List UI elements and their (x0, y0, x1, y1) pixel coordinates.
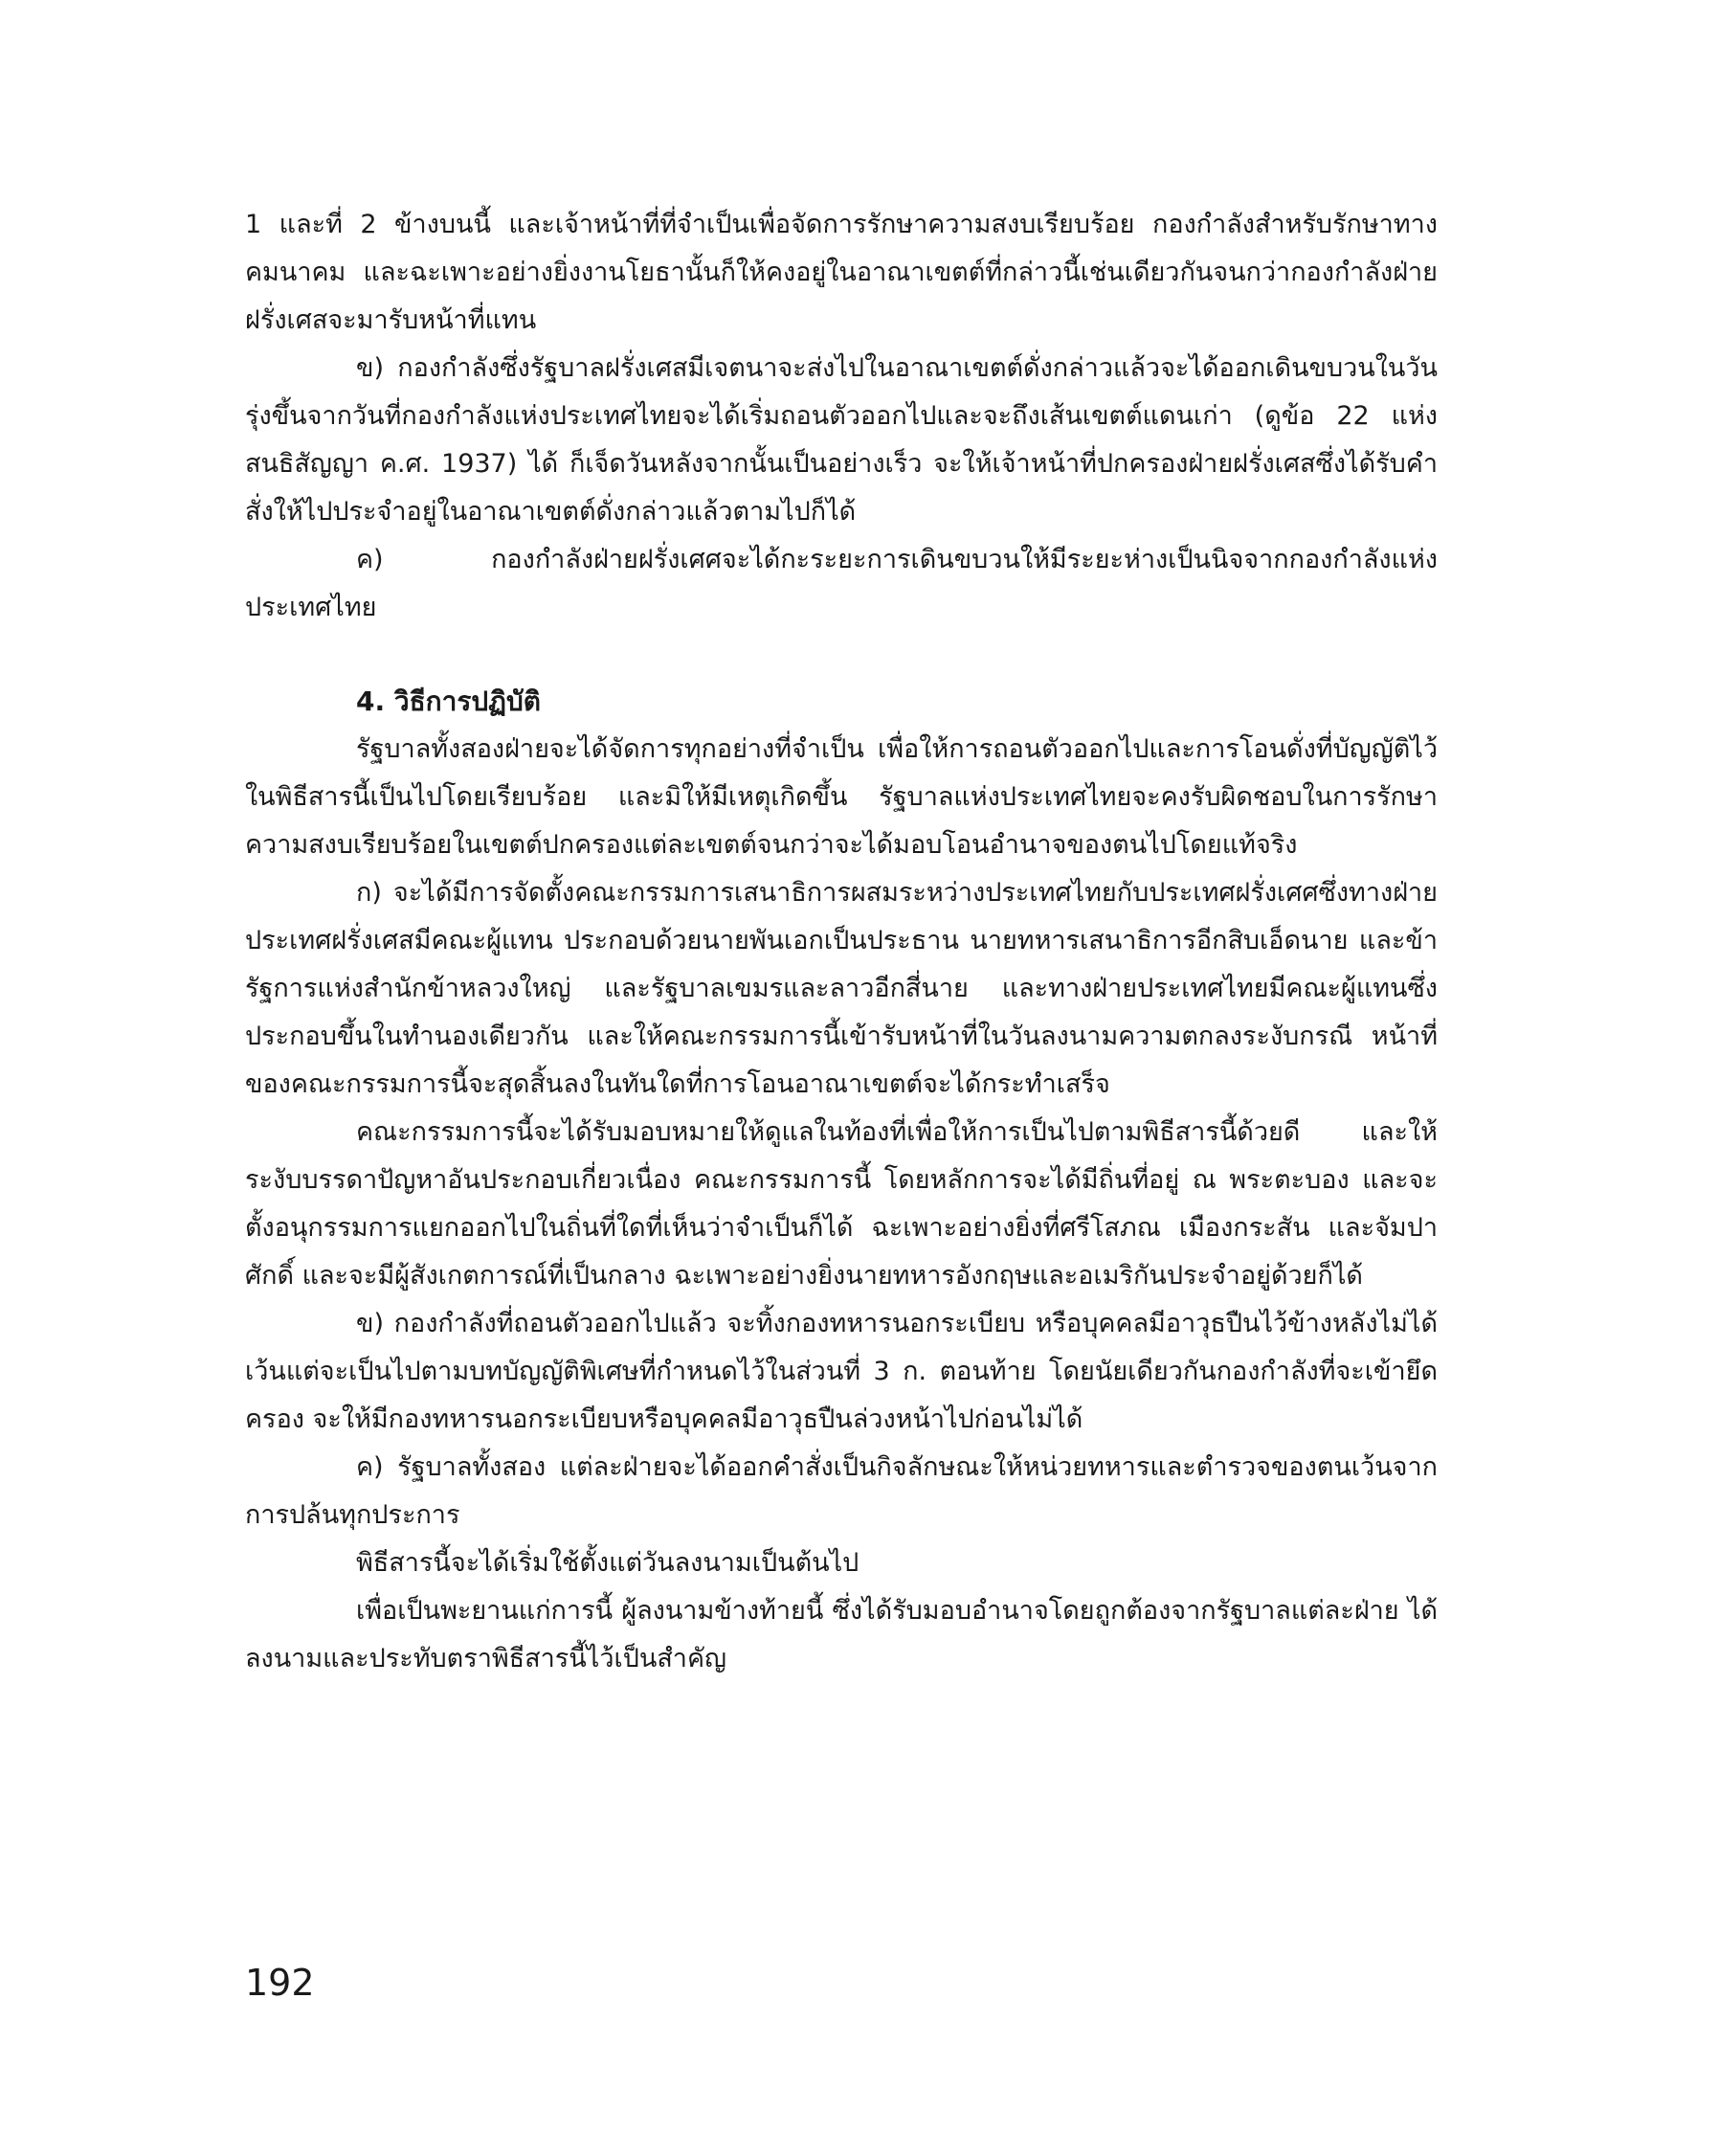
paragraph-item-ko: ก) จะได้มีการจัดตั้งคณะกรรมการเสนาธิการผสมระหว่างประเทศไทยกับประเทศฝรั่งเศศซึ่งทางฝ่ายประเทศฝรั่งเศสมีคณะผู้แทน ประกอบด้วยนายพันเอกเป็นประธาน นายทหารเสนาธิการอีกสิบเอ็ดนาย และข้ารัฐการแห่งสำนักข้าหลวงใหญ่ และรัฐบาลเขมรและลาวอีกสี่นาย และทางฝ่ายประเทศไทยมีคณะผู้แทนซึ่งประกอบขึ้นในทำนองเดียวกัน และให้คณะกรรมการนี้เข้ารับหน้าที่ในวันลงนามความตกลงระงับกรณี หน้าที่ของคณะกรรมการนี้จะสุดสิ้นลงในทันใดที่การโอนอาณาเขตต์จะได้กระทำเสร็จ (245, 878, 1438, 1099)
paragraph-item-kho-kwai: ค) กองกำลังฝ่ายฝรั่งเศศจะได้กะระยะการเดินขบวนให้มีระยะห่างเป็นนิจจากกองกำลังแห่งประเทศไทย (245, 545, 1438, 622)
page-number: 192 (245, 1962, 315, 2004)
paragraph-intro: รัฐบาลทั้งสองฝ่ายจะได้จัดการทุกอย่างที่จำเป็น เพื่อให้การถอนตัวออกไปและการโอนดั่งที่บัญญัติไว้ในพิธีสารนี้เป็นไปโดยเรียบร้อย และมิให้มีเหตุเกิดขึ้น รัฐบาลแห่งประเทศไทยจะคงรับผิดชอบในการรักษาความสงบเรียบร้อยในเขตต์ปกครองแต่ละเขตต์จนกว่าจะได้มอบโอนอำนาจของตนไปโดยแท้จริง (245, 734, 1438, 860)
paragraph-item-kho: ข) กองกำลังซึ่งรัฐบาลฝรั่งเศสมีเจตนาจะส่งไปในอาณาเขตต์ดั่งกล่าวแล้วจะได้ออกเดินขบวนในวันรุ่งขึ้นจากวันที่กองกำลังแห่งประเทศไทยจะได้เริ่มถอนตัวออกไปและจะถึงเส้นเขตต์แดนเก่า (ดูข้อ 22 แห่งสนธิสัญญา ค.ศ. 1937) ได้ ก็เจ็ดวันหลังจากนั้นเป็นอย่างเร็ว จะให้เจ้าหน้าที่ปกครองฝ่ายฝรั่งเศสซึ่งได้รับคำสั่งให้ไปประจำอยู่ในอาณาเขตต์ดั่งกล่าวแล้วตามไปก็ได้ (245, 353, 1438, 527)
paragraph-effective: พิธีสารนี้จะได้เริ่มใช้ตั้งแต่วันลงนามเป็นต้นไป (356, 1548, 860, 1578)
paragraph-continuation: 1 และที่ 2 ข้างบนนี้ และเจ้าหน้าที่ที่จำเป็นเพื่อจัดการรักษาความสงบเรียบร้อย กองกำลังสำหรับรักษาทางคมนาคม และฉะเพาะอย่างยิ่งงานโยธานั้นก็ให้คงอยู่ในอาณาเขตต์ที่กล่าวนี้เช่นเดียวกันจนกว่ากองกำลังฝ่ายฝรั่งเศสจะมารับหน้าที่แทน (245, 210, 1438, 335)
paragraph-item-kho-2: ข) กองกำลังที่ถอนตัวออกไปแล้ว จะทิ้งกองทหารนอกระเบียบ หรือบุคคลมีอาวุธปืนไว้ข้างหลังไม่ได้ เว้นแต่จะเป็นไปตามบทบัญญัติพิเศษที่กำหนดไว้ในส่วนที่ 3 ก. ตอนท้าย โดยนัยเดียวกันกองกำลังที่จะเข้ายึดครอง จะให้มีกองทหารนอกระเบียบหรือบุคคลมีอาวุธปืนล่วงหน้าไปก่อนไม่ได้ (245, 1309, 1438, 1434)
section-heading: 4. วิธีการปฏิบัติ (356, 685, 541, 717)
paragraph-witness: เพื่อเป็นพะยานแก่การนี้ ผู้ลงนามข้างท้ายนี้ ซึ่งได้รับมอบอำนาจโดยถูกต้องจากรัฐบาลแต่ละฝ่าย ได้ลงนามและประทับตราพิธีสารนี้ไว้เป็นสำคัญ (245, 1596, 1438, 1673)
body-text (245, 201, 1438, 1683)
paragraph-committee: คณะกรรมการนี้จะได้รับมอบหมายให้ดูแลในท้องที่เพื่อให้การเป็นไปตามพิธีสารนี้ด้วยดี และให้ระงับบรรดาปัญหาอันประกอบเกี่ยวเนื่อง คณะกรรมการนี้ โดยหลักการจะได้มีถิ่นที่อยู่ ณ พระตะบอง และจะตั้งอนุกรรมการแยกออกไปในถิ่นที่ใดที่เห็นว่าจำเป็นก็ได้ ฉะเพาะอย่างยิ่งที่ศรีโสภณ เมืองกระสัน และจัมปาศักดิ์ และจะมีผู้สังเกตการณ์ที่เป็นกลาง ฉะเพาะอย่างยิ่งนายทหารอังกฤษและอเมริกันประจำอยู่ด้วยก็ได้ (245, 1117, 1438, 1291)
paragraph-item-kho-kwai-2: ค) รัฐบาลทั้งสอง แต่ละฝ่ายจะได้ออกคำสั่งเป็นกิจลักษณะให้หน่วยทหารและตำรวจของตนเว้นจากการปล้นทุกประการ (245, 1452, 1438, 1530)
